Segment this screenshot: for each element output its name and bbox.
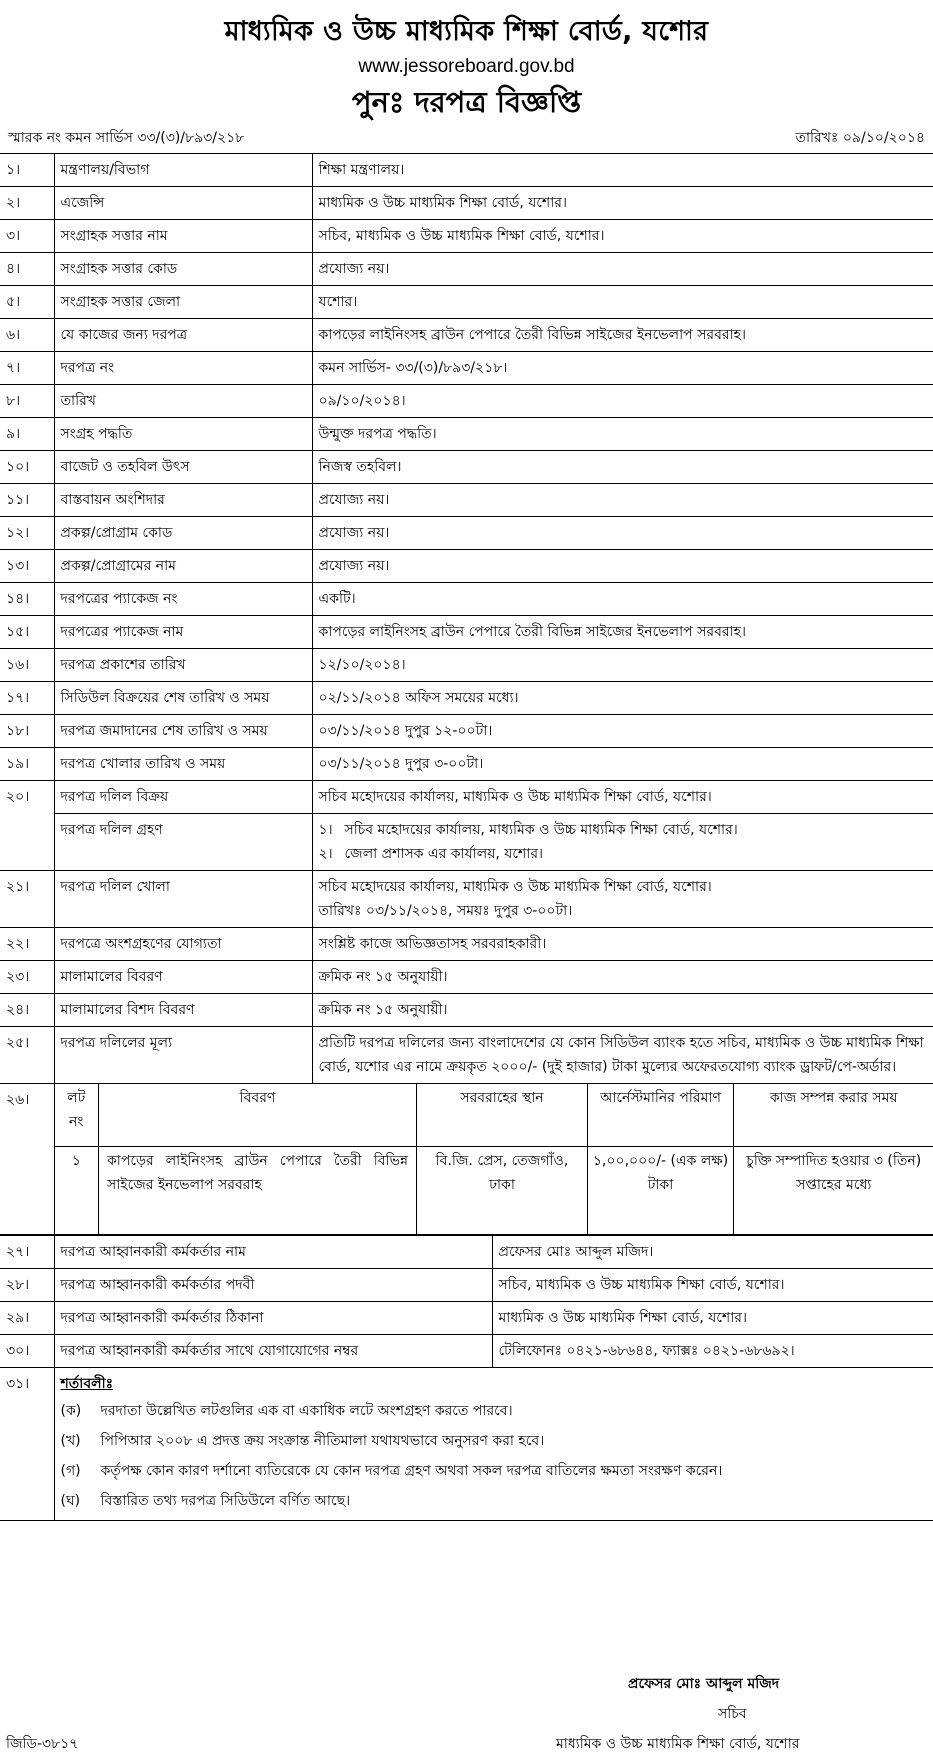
row-label: সংগ্রাহক সত্তার কোড [54, 253, 312, 286]
row-value: সচিব, মাধ্যমিক ও উচ্চ মাধ্যমিক শিক্ষা বোর্ড, যশোর। [312, 220, 933, 253]
row-value: সচিব, মাধ্যমিক ও উচ্চ মাধ্যমিক শিক্ষা বোর্ড, যশোর। [492, 1269, 933, 1302]
table-row [0, 1269, 933, 1302]
row-value: প্রফেসর মোঃ আব্দুল মজিদ। [492, 1236, 933, 1269]
row-label: মালামালের বিশদ বিবরণ [54, 994, 312, 1027]
row-number: ৪। [0, 253, 54, 286]
conditions-heading: শর্তাবলীঃ [60, 1376, 114, 1392]
conditions: শর্তাবলীঃ (ক) দরদাতা উল্লেখিত লটগুলির এক বা একাধিক লটে অংশগ্রহণ করতে পারবে। (খ) পিপিআর ২০০৮ এ প্রদত্ত ক্রয় সংক্রান্ত নীতিমালা যথাযথভাবে অনুসরণ করা হবে। (গ) কর্তৃপক্ষ কোন কারণ দর্শানো ব্যতিরেকে যে কোন দরপত্র গ্রহণ অথবা সকল দরপত্র বাতিলের ক্ষমতা সংরক্ষণ করেন। (ঘ) বিস্তারিত তথ্য দরপত্র সিডিউলে বর্ণিত আছে। [54, 1368, 933, 1521]
table-row [0, 781, 933, 814]
row-number: ২৮। [0, 1269, 54, 1302]
row-label: সংগ্রহ পদ্ধতি [54, 418, 312, 451]
row-label: প্রকল্প/প্রোগ্রামের নাম [54, 550, 312, 583]
table-row [0, 583, 933, 616]
row-label: দরপত্র দলিল বিক্রয় [54, 781, 312, 814]
row-label: দরপত্র দলিলের মূল্য [54, 1027, 312, 1084]
row-label: দরপত্রের প্যাকেজ নাম [54, 616, 312, 649]
header [0, 0, 933, 122]
row-label: সংগ্রাহক সত্তার জেলা [54, 286, 312, 319]
signature-office: মাধ্যমিক ও উচ্চ মাধ্যমিক শিক্ষা বোর্ড, যশোর [556, 1736, 800, 1752]
row-value: ক্রমিক নং ১৫ অনুযায়ী। [312, 994, 933, 1027]
lot-table [55, 1084, 933, 1234]
row-value: শিক্ষা মন্ত্রণালয়। [312, 154, 933, 187]
table-row: ২১। দরপত্র দলিল খোলা সচিব মহোদয়ের কার্যালয়, মাধ্যমিক ও উচ্চ মাধ্যমিক শিক্ষা বোর্ড, যশোর। তারিখঃ ০৩/১১/২০১৪, সময়ঃ দুপুর ৩-০০টা। [0, 871, 933, 928]
row-number: ১৬। [0, 649, 54, 682]
table-row [0, 187, 933, 220]
row-label: প্রকল্প/প্রোগ্রাম কোড [54, 517, 312, 550]
table-row [0, 1236, 933, 1269]
table-row [0, 253, 933, 286]
conditions-row: ৩১। শর্তাবলীঃ (ক) দরদাতা উল্লেখিত লটগুলির এক বা একাধিক লটে অংশগ্রহণ করতে পারবে। (খ) পিপিআর ২০০৮ এ প্রদত্ত ক্রয় সংক্রান্ত নীতিমালা যথাযথভাবে অনুসরণ করা হবে। (গ) কর্তৃপক্ষ কোন কারণ দর্শানো ব্যতিরেকে যে কোন দরপত্র গ্রহণ অথবা সকল দরপত্র বাতিলের ক্ষমতা সংরক্ষণ করেন। (ঘ) বিস্তারিত তথ্য দরপত্র সিডিউলে বর্ণিত আছে। [0, 1368, 933, 1521]
row-number: ৯। [0, 418, 54, 451]
row-number: ৬। [0, 319, 54, 352]
table-row [0, 814, 933, 871]
table-row [0, 1302, 933, 1335]
table-row [0, 1335, 933, 1368]
row-value: কাপড়ের লাইনিংসহ ব্রাউন পেপারে তৈরী বিভিন্ন সাইজের ইনভেলাপ সরবরাহ। [312, 319, 933, 352]
row-value: কমন সার্ভিস- ৩৩/(৩)/৮৯৩/২১৮। [312, 352, 933, 385]
row-number: ১১। [0, 484, 54, 517]
table-row [0, 154, 933, 187]
row-label: এজেন্সি [54, 187, 312, 220]
row-number: ১০। [0, 451, 54, 484]
row-number: ১২। [0, 517, 54, 550]
row-value: টেলিফোনঃ ০৪২১-৬৮৬৪৪, ফ্যাক্সঃ ০৪২১-৬৮৬৯২। [492, 1335, 933, 1368]
table-row [0, 451, 933, 484]
receive-items: ১। সচিব মহোদয়ের কার্যালয়, মাধ্যমিক ও উচ্চ মাধ্যমিক শিক্ষা বোর্ড, যশোর। ২। জেলা প্রশাসক এর কার্যালয়, যশোর। [312, 814, 933, 871]
website-link[interactable]: www.jessoreboard.gov.bd [358, 56, 575, 77]
row-number: ২৩। [0, 961, 54, 994]
row-value: নিজস্ব তহবিল। [312, 451, 933, 484]
table-row [0, 220, 933, 253]
row-value: ১২/১০/২০১৪। [312, 649, 933, 682]
row-label: দরপত্র দলিল গ্রহণ [54, 814, 312, 871]
row-number: ১৩। [0, 550, 54, 583]
lot-data-row: ১ কাপড়ের লাইনিংসহ ব্রাউন পেপারে তৈরী বিভিন্ন সাইজের ইনভেলাপ সরবরাহ বি.জি. প্রেস, তেজগাঁও, ঢাকা ১,০০,০০০/- (এক লক্ষ) টাকা চুক্তি সম্পাদিত হওয়ার ৩ (তিন) সপ্তাহের মধ্যে [55, 1146, 933, 1234]
row-number: ২৪। [0, 994, 54, 1027]
row-label: তারিখ [54, 385, 312, 418]
table-row [0, 319, 933, 352]
table-row [0, 616, 933, 649]
row-number: ১৪। [0, 583, 54, 616]
row-label: দরপত্র আহ্বানকারী কর্মকর্তার পদবী [54, 1269, 492, 1302]
table-row [0, 682, 933, 715]
officer-table [0, 1235, 933, 1521]
table-row [0, 352, 933, 385]
row-value: একটি। [312, 583, 933, 616]
row-value: মাধ্যমিক ও উচ্চ মাধ্যমিক শিক্ষা বোর্ড, যশোর। [312, 187, 933, 220]
row-number: ১৮। [0, 715, 54, 748]
row-number: ৮। [0, 385, 54, 418]
row-value: প্রতিটি দরপত্র দলিলের জন্য বাংলাদেশের যে কোন সিডিউল ব্যাংক হতে সচিব, মাধ্যমিক ও উচ্চ মাধ্যমিক শিক্ষা বোর্ড, যশোর এর নামে ক্রয়কৃত ২০০০/- (দুই হাজার) টাকা মুল্যের অফেরতযোগ্য ব্যাংক ড্রাফট/পে-অর্ডার। [312, 1027, 933, 1084]
row-number: ৫। [0, 286, 54, 319]
row-number: ৭। [0, 352, 54, 385]
table-row [0, 517, 933, 550]
row-value: ক্রমিক নং ১৫ অনুযায়ী। [312, 961, 933, 994]
tender-table [0, 153, 933, 1235]
row-number: ১। [0, 154, 54, 187]
table-row [0, 484, 933, 517]
row-label: সিডিউল বিক্রয়ের শেষ তারিখ ও সময় [54, 682, 312, 715]
row-number: ১৫। [0, 616, 54, 649]
table-row [0, 385, 933, 418]
row-value: প্রযোজ্য নয়। [312, 517, 933, 550]
table-row [0, 1027, 933, 1084]
row-value: প্রযোজ্য নয়। [312, 253, 933, 286]
table-row [0, 286, 933, 319]
table-row [0, 961, 933, 994]
row-number: ২৫। [0, 1027, 54, 1084]
row-value: ০৩/১১/২০১৪ দুপুর ১২-০০টা। [312, 715, 933, 748]
row-label: যে কাজের জন্য দরপত্র [54, 319, 312, 352]
row-number: ৩। [0, 220, 54, 253]
signature-title: সচিব [718, 1706, 747, 1722]
row-value: উন্মুক্ত দরপত্র পদ্ধতি। [312, 418, 933, 451]
memo-line [0, 126, 933, 153]
lot-table-row: ২৬। লট নং বিবরণ সরবরাহের স্থান আর্নেস্টমানির পরিমাণ কাজ সম্পন্ন করার সময় ১ কাপড়ের লাইনিংসহ ব্রাউন পেপারে তৈরী বিভিন্ন সাইজের ইনভেলাপ সরবরাহ বি.জি. প্রেস, তেজগাঁও, ঢাকা ১,০০,০০০/- (এক লক্ষ) টাকা চুক্তি সম্পাদিত হওয়ার ৩ (তিন) সপ্তাহের মধ্যে [0, 1084, 933, 1235]
memo-date: তারিখঃ ০৯/১০/২০১৪ [795, 130, 925, 146]
row-label: বাস্তবায়ন অংশিদার [54, 484, 312, 517]
row-number: ৩০। [0, 1335, 54, 1368]
row-label: দরপত্র খোলার তারিখ ও সময় [54, 748, 312, 781]
table-row [0, 550, 933, 583]
gd-number: জিডি-৩৮১৭ [6, 1736, 79, 1752]
row-value: কাপড়ের লাইনিংসহ ব্রাউন পেপারে তৈরী বিভিন্ন সাইজের ইনভেলাপ সরবরাহ। [312, 616, 933, 649]
row-value: মাধ্যমিক ও উচ্চ মাধ্যমিক শিক্ষা বোর্ড, যশোর। [492, 1302, 933, 1335]
row-label: দরপত্রের প্যাকেজ নং [54, 583, 312, 616]
row-number: ২৭। [0, 1236, 54, 1269]
notice-title: পুনঃ দরপত্র বিজ্ঞপ্তি [351, 85, 582, 119]
row-value: সচিব মহোদয়ের কার্যালয়, মাধ্যমিক ও উচ্চ মাধ্যমিক শিক্ষা বোর্ড, যশোর। [312, 781, 933, 814]
row-label: দরপত্র আহ্বানকারী কর্মকর্তার নাম [54, 1236, 492, 1269]
row-label: দরপত্র জমাদানের শেষ তারিখ ও সময় [54, 715, 312, 748]
row-label: দরপত্র আহ্বানকারী কর্মকর্তার ঠিকানা [54, 1302, 492, 1335]
row-value: ০২/১১/২০১৪ অফিস সময়ের মধ্যে। [312, 682, 933, 715]
row-label: বাজেট ও তহবিল উৎস [54, 451, 312, 484]
row-label: সংগ্রাহক সত্তার নাম [54, 220, 312, 253]
memo-number: স্মারক নং কমন সার্ভিস ৩৩/(৩)/৮৯৩/২১৮ [8, 130, 245, 146]
row-label: মালামালের বিবরণ [54, 961, 312, 994]
row-label: মন্ত্রণালয়/বিভাগ [54, 154, 312, 187]
row-value: ০৯/১০/২০১৪। [312, 385, 933, 418]
signature-name: প্রফেসর মোঃ আব্দুল মজিদ [628, 1676, 780, 1692]
row-number: ১৭। [0, 682, 54, 715]
row-value: সংশ্লিষ্ট কাজে অভিজ্ঞতাসহ সরবরাহকারী। [312, 928, 933, 961]
table-row [0, 715, 933, 748]
table-row [0, 748, 933, 781]
board-title: মাধ্যমিক ও উচ্চ মাধ্যমিক শিক্ষা বোর্ড, যশোর [224, 16, 709, 47]
row-number: ২০। [0, 781, 54, 814]
row-value: ০৩/১১/২০১৪ দুপুর ৩-০০টা। [312, 748, 933, 781]
row-value: প্রযোজ্য নয়। [312, 484, 933, 517]
row-label: দরপত্রে অংশগ্রহণের যোগ্যতা [54, 928, 312, 961]
row-label: দরপত্র নং [54, 352, 312, 385]
row-value: প্রযোজ্য নয়। [312, 550, 933, 583]
row-number: ১৯। [0, 748, 54, 781]
table-row [0, 994, 933, 1027]
row-value: যশোর। [312, 286, 933, 319]
row-label: দরপত্র প্রকাশের তারিখ [54, 649, 312, 682]
row-number: ২। [0, 187, 54, 220]
table-row [0, 928, 933, 961]
row-label: দরপত্র আহ্বানকারী কর্মকর্তার সাথে যোগাযোগের নম্বর [54, 1335, 492, 1368]
table-row [0, 418, 933, 451]
row-number: ২২। [0, 928, 54, 961]
row-number: ২৯। [0, 1302, 54, 1335]
table-row [0, 649, 933, 682]
lot-header-row: লট নং বিবরণ সরবরাহের স্থান আর্নেস্টমানির পরিমাণ কাজ সম্পন্ন করার সময় [55, 1084, 933, 1146]
